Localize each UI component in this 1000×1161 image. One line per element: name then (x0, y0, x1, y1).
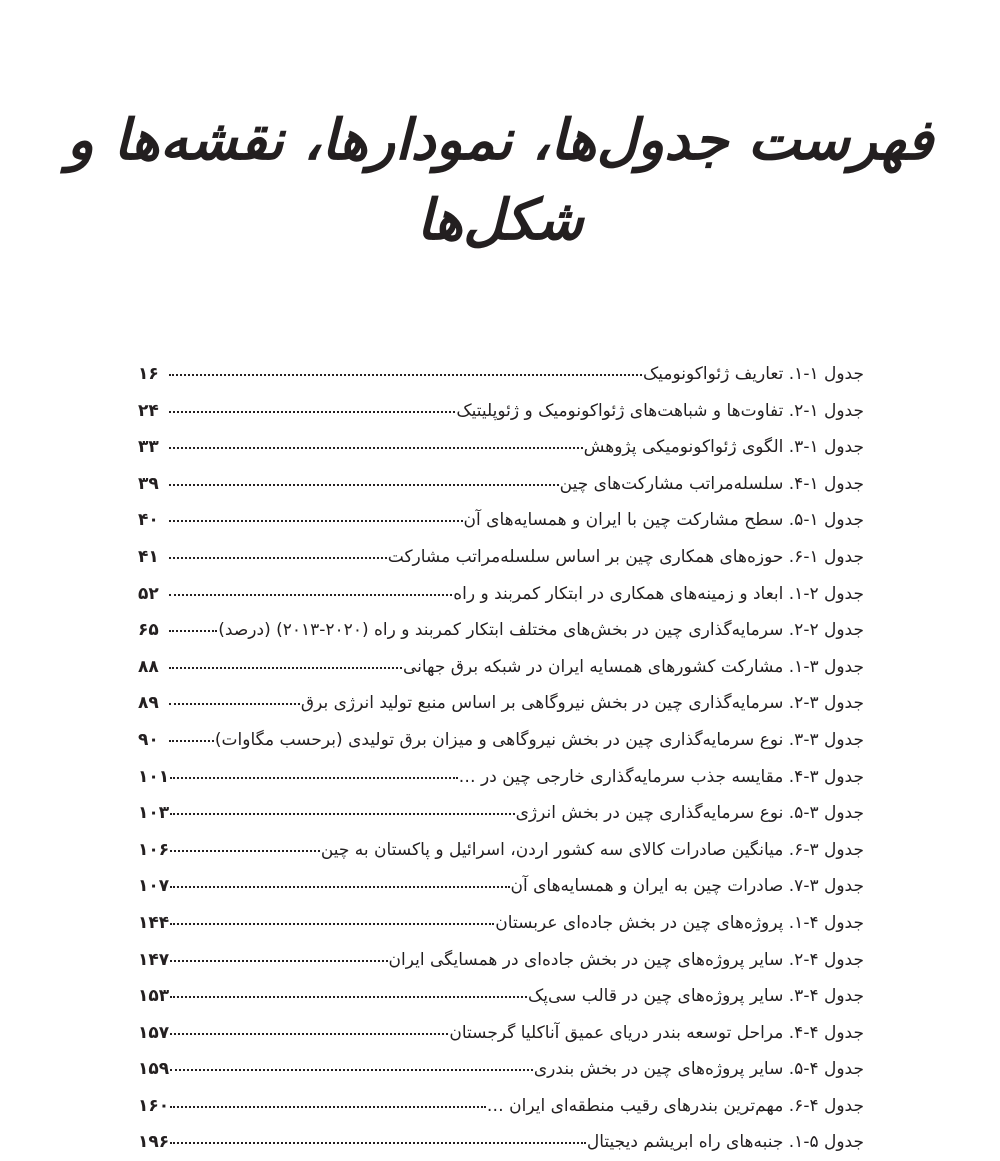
table-of-contents (138, 356, 864, 1161)
toc-entry-page-number: ۶۵ (138, 620, 159, 641)
toc-entry (138, 759, 864, 796)
toc-entry-label: جدول ۱-۱. تعاریف ژئواکونومیک (643, 364, 864, 384)
toc-entry (138, 466, 864, 503)
toc-entry (138, 978, 864, 1015)
toc-entry-label: جدول ۴-۶. مهم‌ترین بندرهای رقیب منطقه‌ای ایران … (486, 1095, 864, 1116)
dot-leader (170, 1141, 586, 1144)
toc-entry (138, 612, 864, 649)
toc-entry (138, 1088, 864, 1125)
toc-entry (138, 832, 864, 869)
dot-leader (170, 959, 387, 962)
toc-entry-label: جدول ۳-۵. نوع سرمایه‌گذاری چین در بخش انرژی (515, 803, 864, 824)
toc-entry-page-number: ۳۹ (138, 473, 159, 494)
toc-entry-label: جدول ۴-۴. مراحل توسعه بندر دریای عمیق آناکلیا گرجستان (449, 1022, 864, 1043)
dot-leader (170, 885, 509, 888)
toc-entry-label: جدول ۳-۲. سرمایه‌گذاری چین در بخش نیروگاهی بر اساس منبع تولید انرژی برق (300, 693, 864, 714)
toc-entry-page-number: ۱۰۶ (138, 839, 170, 860)
toc-entry-page-number: ۵۲ (138, 583, 159, 604)
toc-entry-label: جدول ۴-۳. سایر پروژه‌های چین در قالب سی‌پک (528, 986, 864, 1007)
dot-leader (169, 373, 642, 376)
dot-leader (169, 666, 402, 669)
dot-leader (170, 849, 320, 852)
dot-leader (169, 739, 214, 742)
toc-entry-label: جدول ۴-۵. سایر پروژه‌های چین در بخش بندری (533, 1059, 864, 1080)
toc-entry-page-number: ۱۰۷ (138, 876, 170, 897)
dot-leader (169, 483, 559, 486)
toc-entry (138, 795, 864, 832)
toc-entry-page-number: ۱۶ (138, 364, 159, 384)
toc-entry-page-number: ۱۵۳ (138, 986, 170, 1007)
toc-entry-page-number: ۸۹ (138, 693, 159, 714)
dot-leader (170, 922, 494, 925)
toc-entry (138, 649, 864, 686)
toc-entry (138, 722, 864, 759)
toc-entry-page-number: ۴۰ (138, 510, 159, 531)
toc-entry-page-number: ۱۹۶ (138, 1132, 170, 1153)
toc-entry (138, 1124, 864, 1161)
dot-leader (170, 1032, 448, 1035)
dot-leader (169, 629, 217, 632)
toc-entry (138, 905, 864, 942)
toc-entry-page-number: ۴۱ (138, 546, 159, 567)
dot-leader (169, 593, 452, 596)
toc-entry-label: جدول ۱-۳. الگوی ژئواکونومیکی پژوهش (583, 437, 864, 458)
toc-entry (138, 393, 864, 430)
toc-entry (138, 1051, 864, 1088)
toc-entry (138, 685, 864, 722)
toc-entry-label: جدول ۴-۱. پروژه‌های چین در بخش جاده‌ای عربستان (495, 912, 864, 933)
toc-entry-label: جدول ۱-۶. حوزه‌های همکاری چین بر اساس سلسله‌مراتب مشارکت (387, 546, 864, 567)
toc-entry (138, 502, 864, 539)
page-title: فهرست جدول‌ها، نمودارها، نقشه‌ها و شکل‌ها (66, 107, 934, 253)
toc-entry-page-number: ۱۶۰ (138, 1095, 170, 1116)
toc-entry (138, 868, 864, 905)
toc-entry-label: جدول ۳-۶. میانگین صادرات کالای سه کشور اردن، اسرائیل و پاکستان به چین (320, 839, 864, 860)
toc-entry-page-number: ۱۰۳ (138, 803, 170, 824)
dot-leader (170, 776, 458, 779)
toc-entry-page-number: ۱۵۹ (138, 1059, 170, 1080)
dot-leader (170, 995, 527, 998)
toc-entry-label: جدول ۲-۱. ابعاد و زمینه‌های همکاری در ابتکار کمربند و راه (453, 583, 864, 604)
toc-entry-label: جدول ۳-۷. صادرات چین به ایران و همسایه‌های آن (510, 876, 864, 897)
toc-entry (138, 429, 864, 466)
toc-entry-label: جدول ۱-۵. سطح مشارکت چین با ایران و همسایه‌های آن (463, 510, 864, 531)
dot-leader (170, 812, 514, 815)
toc-entry-label: جدول ۳-۳. نوع سرمایه‌گذاری چین در بخش نیروگاهی و میزان برق تولیدی (برحسب مگاوات) (214, 729, 864, 750)
toc-entry-label: جدول ۵-۱. جنبه‌های راه ابریشم دیجیتال (586, 1132, 864, 1153)
toc-entry (138, 576, 864, 613)
toc-entry-label: جدول ۴-۲. سایر پروژه‌های چین در بخش جاده‌ای در همسایگی ایران (388, 949, 864, 970)
toc-entry-page-number: ۳۳ (138, 437, 159, 458)
dot-leader (169, 446, 583, 449)
dot-leader (170, 1068, 533, 1071)
toc-entry-page-number: ۹۰ (138, 729, 159, 750)
toc-entry-page-number: ۱۵۷ (138, 1022, 170, 1043)
toc-entry (138, 539, 864, 576)
toc-entry-label: جدول ۱-۲. تفاوت‌ها و شباهت‌های ژئواکونومیک و ژئوپلیتیک (456, 400, 864, 421)
toc-entry-label: جدول ۳-۴. مقایسه جذب سرمایه‌گذاری خارجی چین در … (458, 766, 864, 787)
toc-entry-label: جدول ۲-۲. سرمایه‌گذاری چین در بخش‌های مختلف ابتکار کمربند و راه (۲۰۲۰-۲۰۱۳) (درصد) (218, 620, 864, 641)
toc-entry-page-number: ۸۸ (138, 656, 159, 677)
toc-entry-page-number: ۱۰۱ (138, 766, 170, 787)
toc-entry-page-number: ۱۴۴ (138, 912, 170, 933)
dot-leader (169, 556, 387, 559)
dot-leader (169, 519, 463, 522)
toc-entry (138, 356, 864, 393)
dot-leader (169, 702, 300, 705)
toc-entry (138, 942, 864, 979)
toc-entry-page-number: ۲۴ (138, 400, 159, 421)
dot-leader (170, 1105, 486, 1108)
toc-entry-label: جدول ۱-۴. سلسله‌مراتب مشارکت‌های چین (559, 473, 864, 494)
dot-leader (169, 410, 455, 413)
toc-entry-label: جدول ۳-۱. مشارکت کشورهای همسایه ایران در شبکه برق جهانی (402, 656, 864, 677)
toc-entry (138, 1015, 864, 1052)
toc-entry-page-number: ۱۴۷ (138, 949, 170, 970)
